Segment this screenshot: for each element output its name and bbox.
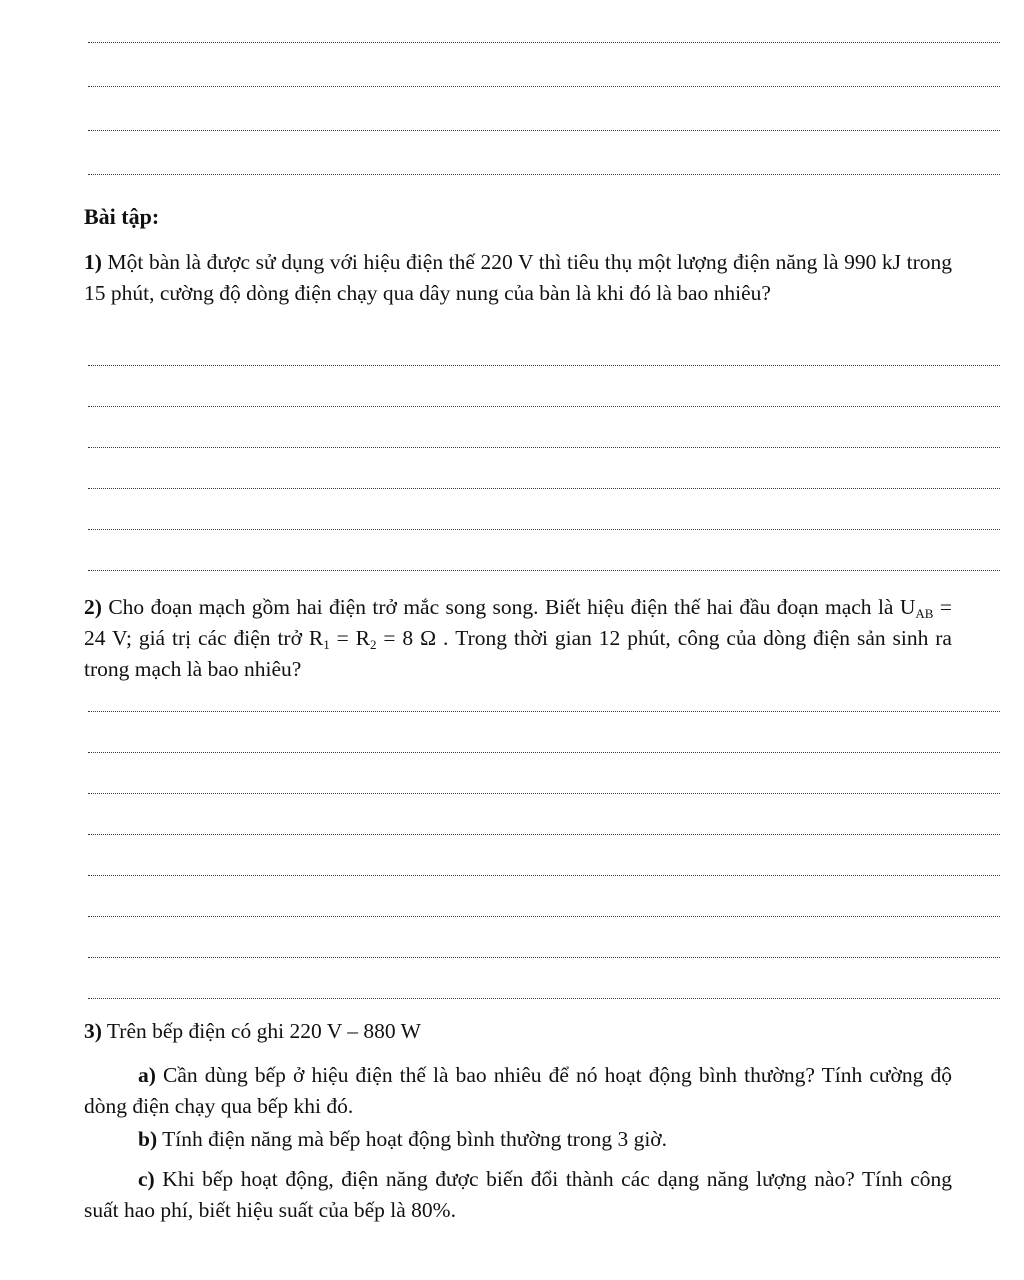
exercises-heading: Bài tập: xyxy=(84,204,160,229)
answer-line xyxy=(88,488,1000,489)
answer-line xyxy=(88,130,1000,131)
voltage-subscript: AB xyxy=(915,606,934,621)
answer-line xyxy=(88,406,1000,407)
question-2-text-start: Cho đoạn mạch gồm hai điện trở mắc song song. Biết hiệu điện thế hai đầu đoạn mạch là xyxy=(108,595,900,619)
question-3c-label: c) xyxy=(138,1167,155,1191)
voltage-value: = 24 V; giá trị các điện trở xyxy=(84,595,952,650)
answer-line xyxy=(88,998,1000,999)
question-3c-text: Khi bếp hoạt động, điện năng được biến đổi thành các dạng năng lượng nào? Tính công suất hao phí, biết hiệu suất của bếp là 80%. xyxy=(84,1167,952,1222)
question-3a-text: Cần dùng bếp ở hiệu điện thế là bao nhiêu để nó hoạt động bình thường? Tính cường độ dòng điện chạy qua bếp khi đó. xyxy=(84,1063,952,1118)
equals-sign: = xyxy=(329,626,356,650)
question-3-number: 3) xyxy=(84,1019,102,1043)
answer-line xyxy=(88,365,1000,366)
resistor-2-symbol: R xyxy=(355,626,370,650)
answer-line xyxy=(88,793,1000,794)
question-2 xyxy=(84,592,952,685)
resistance-value: = 8 Ω xyxy=(376,626,437,650)
answer-line xyxy=(88,174,1000,175)
answer-line xyxy=(88,570,1000,571)
answer-line xyxy=(88,529,1000,530)
answer-line xyxy=(88,875,1000,876)
answer-line xyxy=(88,916,1000,917)
question-3a-label: a) xyxy=(138,1063,156,1087)
question-2-text-end: . Trong thời gian 12 phút, công của dòng điện sản sinh ra trong mạch là bao nhiêu? xyxy=(84,626,952,681)
question-3a xyxy=(84,1060,952,1122)
resistor-1-symbol: R xyxy=(308,626,324,650)
question-3b-label: b) xyxy=(138,1127,158,1151)
answer-line xyxy=(88,711,1000,712)
answer-line xyxy=(88,834,1000,835)
answer-line xyxy=(88,42,1000,43)
question-1 xyxy=(84,247,952,309)
answer-line xyxy=(88,957,1000,958)
question-3 xyxy=(84,1016,952,1047)
question-3-text: Trên bếp điện có ghi 220 V – 880 W xyxy=(106,1019,421,1043)
resistor-2-subscript: 2 xyxy=(369,637,377,652)
answer-line xyxy=(88,86,1000,87)
question-3c xyxy=(84,1164,952,1226)
voltage-symbol: U xyxy=(899,595,916,619)
question-3b-text: Tính điện năng mà bếp hoạt động bình thường trong 3 giờ. xyxy=(157,1127,668,1151)
answer-line xyxy=(88,447,1000,448)
answer-line xyxy=(88,752,1000,753)
question-1-number: 1) xyxy=(84,250,102,274)
resistor-1-subscript: 1 xyxy=(323,637,330,652)
question-1-text: Một bàn là được sử dụng với hiệu điện thế 220 V thì tiêu thụ một lượng điện năng là 990 kJ trong 15 phút, cường độ dòng điện chạy qua dây nung của bàn là khi đó là bao nhiêu? xyxy=(84,250,952,305)
question-2-number: 2) xyxy=(84,595,102,619)
question-3b xyxy=(84,1124,952,1155)
